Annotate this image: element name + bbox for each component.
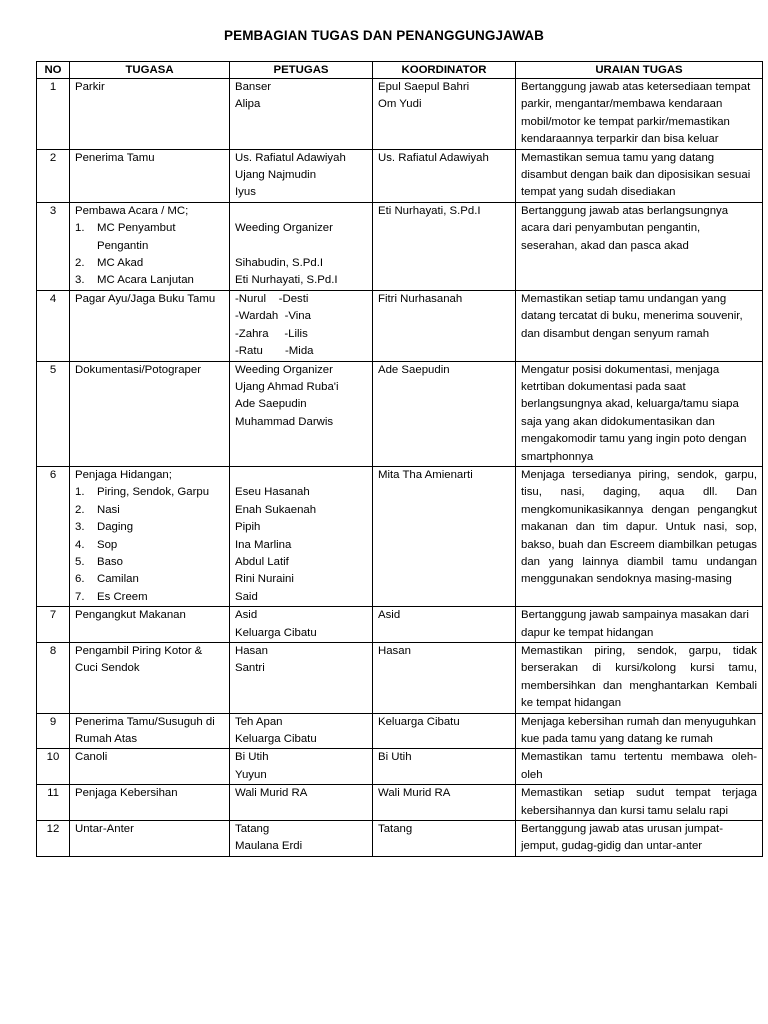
table-row bbox=[37, 821, 763, 857]
petugas-name: Keluarga Cibatu bbox=[235, 626, 317, 639]
petugas-name: Sihabudin, S.Pd.I bbox=[235, 257, 324, 270]
uraian-tugas: Memastikan tamu tertentu membawa oleh-oleh bbox=[516, 749, 763, 785]
koordinator-name: Eti Nurhayati, S.Pd.I bbox=[378, 204, 481, 217]
petugas-name: Alipa bbox=[235, 98, 261, 111]
petugas-name: Maulana Erdi bbox=[235, 840, 303, 853]
table-row bbox=[37, 749, 763, 785]
subtask-text: Piring, Sendok, Garpu bbox=[97, 486, 210, 499]
subtask-list bbox=[75, 220, 224, 290]
subtask-number: 2. bbox=[75, 257, 85, 270]
petugas-name: -Wardah -Vina bbox=[235, 310, 311, 323]
petugas-cell bbox=[230, 785, 373, 821]
subtask-item bbox=[75, 571, 224, 588]
petugas-name: Tatang bbox=[235, 823, 270, 836]
table-row bbox=[37, 149, 763, 202]
petugas-name: Abdul Latif bbox=[235, 555, 289, 568]
task-name: Parkir bbox=[75, 81, 105, 93]
petugas-cell bbox=[230, 361, 373, 466]
subtask-text: Baso bbox=[97, 555, 123, 568]
subtask-item bbox=[75, 220, 224, 237]
koordinator-name: Epul Saepul Bahri bbox=[378, 81, 470, 93]
petugas-name: Iyus bbox=[235, 186, 256, 199]
koordinator-cell bbox=[373, 785, 516, 821]
koordinator-cell bbox=[373, 713, 516, 749]
petugas-name: Weeding Organizer bbox=[235, 222, 333, 235]
uraian-tugas: Memastikan piring, sendok, garpu, tidak berserakan di kursi/kolong kursi tamu, membersihkan dan menghantarkan Kembali ke tempat hidangan bbox=[516, 643, 763, 714]
subtask-item bbox=[75, 537, 224, 554]
table-header-row bbox=[37, 62, 763, 79]
subtask-item bbox=[75, 502, 224, 519]
subtask-item bbox=[75, 554, 224, 571]
table-row bbox=[37, 202, 763, 290]
subtask-number: 3. bbox=[75, 274, 85, 287]
petugas-cell bbox=[230, 643, 373, 714]
koordinator-name: Asid bbox=[378, 609, 401, 622]
table-row bbox=[37, 607, 763, 643]
petugas-name: Bi Utih bbox=[235, 751, 269, 764]
subtask-number bbox=[75, 238, 97, 255]
task-name: Untar-Anter bbox=[75, 823, 134, 836]
row-number: 12 bbox=[37, 821, 70, 857]
uraian-tugas: Memastikan setiap tamu undangan yang datang tercatat di buku, menerima souvenir, dan disambut dengan senyum ramah bbox=[516, 290, 763, 361]
task-name: Penjaga Kebersihan bbox=[75, 787, 178, 800]
petugas-cell bbox=[230, 290, 373, 361]
task-cell bbox=[70, 749, 230, 785]
koordinator-name: Bi Utih bbox=[378, 751, 412, 764]
header-uraian: URAIAN TUGAS bbox=[516, 62, 763, 79]
petugas-name: Ujang Ahmad Ruba'i bbox=[235, 380, 339, 393]
task-cell bbox=[70, 785, 230, 821]
subtask-item bbox=[75, 589, 224, 606]
task-name: Penerima Tamu bbox=[75, 151, 155, 164]
subtask-text: MC Penyambut bbox=[97, 222, 176, 235]
header-tugas: TUGASA bbox=[70, 62, 230, 79]
koordinator-name: Us. Rafiatul Adawiyah bbox=[378, 151, 489, 164]
petugas-name: Muhammad Darwis bbox=[235, 415, 334, 428]
row-number: 1 bbox=[37, 79, 70, 150]
petugas-name: Hasan bbox=[235, 645, 268, 657]
task-name: Penerima Tamu/Susuguh di Rumah Atas bbox=[75, 715, 215, 746]
subtask-text: Daging bbox=[97, 521, 134, 534]
subtask-text: Camilan bbox=[97, 573, 139, 586]
petugas-name: Eseu Hasanah bbox=[235, 486, 310, 499]
petugas-cell bbox=[230, 466, 373, 606]
subtask-number: 4. bbox=[75, 538, 85, 551]
subtask-text: Es Creem bbox=[97, 590, 148, 603]
task-name: Pembawa Acara / MC; bbox=[75, 204, 189, 217]
subtask-text: MC Akad bbox=[97, 257, 144, 270]
koordinator-cell bbox=[373, 821, 516, 857]
header-no: NO bbox=[37, 62, 70, 79]
koordinator-name: Keluarga Cibatu bbox=[378, 715, 460, 728]
table-row bbox=[37, 361, 763, 466]
koordinator-cell bbox=[373, 361, 516, 466]
petugas-name: Wali Murid RA bbox=[235, 787, 308, 800]
task-name: Pengangkut Makanan bbox=[75, 609, 186, 622]
task-cell bbox=[70, 643, 230, 714]
task-cell bbox=[70, 466, 230, 606]
petugas-name: Enah Sukaenah bbox=[235, 503, 317, 516]
header-petugas: PETUGAS bbox=[230, 62, 373, 79]
row-number: 9 bbox=[37, 713, 70, 749]
table-row bbox=[37, 785, 763, 821]
uraian-tugas: Bertanggung jawab atas urusan jumpat-jemput, gudag-gidig dan untar-anter bbox=[516, 821, 763, 857]
petugas-cell bbox=[230, 79, 373, 150]
subtask-number: 7. bbox=[75, 590, 85, 603]
table-row bbox=[37, 713, 763, 749]
petugas-name: Teh Apan bbox=[235, 715, 283, 728]
petugas-cell bbox=[230, 202, 373, 290]
subtask-text: Pengantin bbox=[97, 239, 149, 252]
petugas-name bbox=[235, 203, 367, 220]
row-number: 2 bbox=[37, 149, 70, 202]
task-name: Pengambil Piring Kotor & Cuci Sendok bbox=[75, 645, 203, 675]
petugas-name: Yuyun bbox=[235, 768, 267, 781]
koordinator-cell bbox=[373, 607, 516, 643]
koordinator-cell bbox=[373, 79, 516, 150]
task-cell bbox=[70, 79, 230, 150]
koordinator-name: Wali Murid RA bbox=[378, 787, 451, 800]
petugas-name: Santri bbox=[235, 662, 265, 675]
koordinator-cell bbox=[373, 290, 516, 361]
subtask-number: 2. bbox=[75, 503, 85, 516]
uraian-tugas: Mengatur posisi dokumentasi, menjaga ketrtiban dokumentasi pada saat berlangsungnya akad, keluarga/tamu siapa saja yang akan didokumentasikan dan mengakomodir tamu yang ingin poto dengan smartphonnya bbox=[516, 361, 763, 466]
subtask-item bbox=[75, 484, 224, 501]
koordinator-name: Hasan bbox=[378, 645, 411, 657]
petugas-name: Eti Nurhayati, S.Pd.I bbox=[235, 274, 338, 287]
task-table bbox=[36, 61, 763, 857]
subtask-number: 1. bbox=[75, 486, 85, 499]
uraian-tugas: Memastikan setiap sudut tempat terjaga kebersihannya dan kursi tamu selalu rapi bbox=[516, 785, 763, 821]
subtask-text: Nasi bbox=[97, 503, 120, 516]
task-cell bbox=[70, 713, 230, 749]
uraian-tugas: Menjaga tersedianya piring, sendok, garpu, tisu, nasi, daging, aqua dll. Dan mengkomunikasikannya dengan pengangkut makanan dan tim dapur. Untuk nasi, sop, bakso, buah dan Escreem diambilkan petugas dan yang lainnya diambil tamu undangan menggunakan sendoknya masing-masing bbox=[516, 466, 763, 606]
petugas-name: -Ratu -Mida bbox=[235, 345, 314, 358]
petugas-name: Pipih bbox=[235, 521, 261, 534]
row-number: 10 bbox=[37, 749, 70, 785]
row-number: 8 bbox=[37, 643, 70, 714]
koordinator-cell bbox=[373, 749, 516, 785]
page-title: PEMBAGIAN TUGAS DAN PENANGGUNGJAWAB bbox=[223, 28, 545, 43]
subtask-number: 5. bbox=[75, 555, 85, 568]
header-koordinator: KOORDINATOR bbox=[373, 62, 516, 79]
task-name: Canoli bbox=[75, 751, 108, 764]
koordinator-name: Fitri Nurhasanah bbox=[378, 292, 463, 305]
petugas-name: Weeding Organizer bbox=[235, 363, 333, 376]
uraian-tugas: Bertanggung jawab atas berlangsungnya acara dari penyambutan pengantin, seserahan, akad dan pasca akad bbox=[516, 202, 763, 290]
petugas-name: Ade Saepudin bbox=[235, 398, 307, 411]
petugas-name: -Nurul -Desti bbox=[235, 292, 309, 305]
koordinator-cell bbox=[373, 202, 516, 290]
petugas-name bbox=[235, 238, 367, 255]
task-name: Pagar Ayu/Jaga Buku Tamu bbox=[75, 292, 216, 305]
koordinator-name: Ade Saepudin bbox=[378, 363, 450, 376]
subtask-item bbox=[75, 272, 224, 289]
row-number: 3 bbox=[37, 202, 70, 290]
petugas-name: Said bbox=[235, 590, 258, 603]
petugas-name: Ujang Najmudin bbox=[235, 169, 317, 182]
petugas-name bbox=[235, 467, 367, 484]
table-row bbox=[37, 466, 763, 606]
petugas-cell bbox=[230, 607, 373, 643]
petugas-name: Asid bbox=[235, 609, 258, 622]
petugas-name: Rini Nuraini bbox=[235, 573, 294, 586]
koordinator-name: Mita Tha Amienarti bbox=[378, 468, 473, 481]
subtask-list bbox=[75, 484, 224, 606]
petugas-name: Us. Rafiatul Adawiyah bbox=[235, 151, 346, 164]
row-number: 6 bbox=[37, 466, 70, 606]
petugas-cell bbox=[230, 149, 373, 202]
subtask-item bbox=[75, 255, 224, 272]
koordinator-cell bbox=[373, 466, 516, 606]
uraian-tugas: Memastikan semua tamu yang datang disambut dengan baik dan diposisikan sesuai tempat yang sudah disediakan bbox=[516, 149, 763, 202]
subtask-item bbox=[75, 238, 224, 255]
row-number: 5 bbox=[37, 361, 70, 466]
petugas-name: -Zahra -Lilis bbox=[235, 327, 308, 340]
koordinator-cell bbox=[373, 643, 516, 714]
task-cell bbox=[70, 607, 230, 643]
subtask-number: 3. bbox=[75, 521, 85, 534]
koordinator-name: Om Yudi bbox=[378, 98, 422, 111]
petugas-name: Banser bbox=[235, 81, 272, 93]
subtask-item bbox=[75, 519, 224, 536]
petugas-cell bbox=[230, 749, 373, 785]
table-row bbox=[37, 643, 763, 714]
task-cell bbox=[70, 202, 230, 290]
subtask-number: 1. bbox=[75, 222, 85, 235]
uraian-tugas: Bertanggung jawab atas ketersediaan tempat parkir, mengantar/membawa kendaraan mobil/motor ke tempat parkir/memastikan kendaraannya terparkir dan bisa keluar bbox=[516, 79, 763, 150]
table-row bbox=[37, 290, 763, 361]
task-name: Penjaga Hidangan; bbox=[75, 468, 172, 481]
subtask-text: Sop bbox=[97, 538, 118, 551]
petugas-cell bbox=[230, 713, 373, 749]
row-number: 4 bbox=[37, 290, 70, 361]
petugas-cell bbox=[230, 821, 373, 857]
task-cell bbox=[70, 149, 230, 202]
petugas-name: Keluarga Cibatu bbox=[235, 733, 317, 746]
task-cell bbox=[70, 361, 230, 466]
row-number: 7 bbox=[37, 607, 70, 643]
table-row bbox=[37, 79, 763, 150]
uraian-tugas: Bertanggung jawab sampainya masakan dari dapur ke tempat hidangan bbox=[516, 607, 763, 643]
uraian-tugas: Menjaga kebersihan rumah dan menyuguhkan kue pada tamu yang datang ke rumah bbox=[516, 713, 763, 749]
task-name: Dokumentasi/Potograper bbox=[75, 363, 201, 376]
subtask-number: 6. bbox=[75, 573, 85, 586]
task-cell bbox=[70, 290, 230, 361]
koordinator-name: Tatang bbox=[378, 823, 413, 836]
petugas-name: Ina Marlina bbox=[235, 538, 292, 551]
row-number: 11 bbox=[37, 785, 70, 821]
koordinator-cell bbox=[373, 149, 516, 202]
task-cell bbox=[70, 821, 230, 857]
subtask-text: MC Acara Lanjutan bbox=[97, 274, 194, 287]
